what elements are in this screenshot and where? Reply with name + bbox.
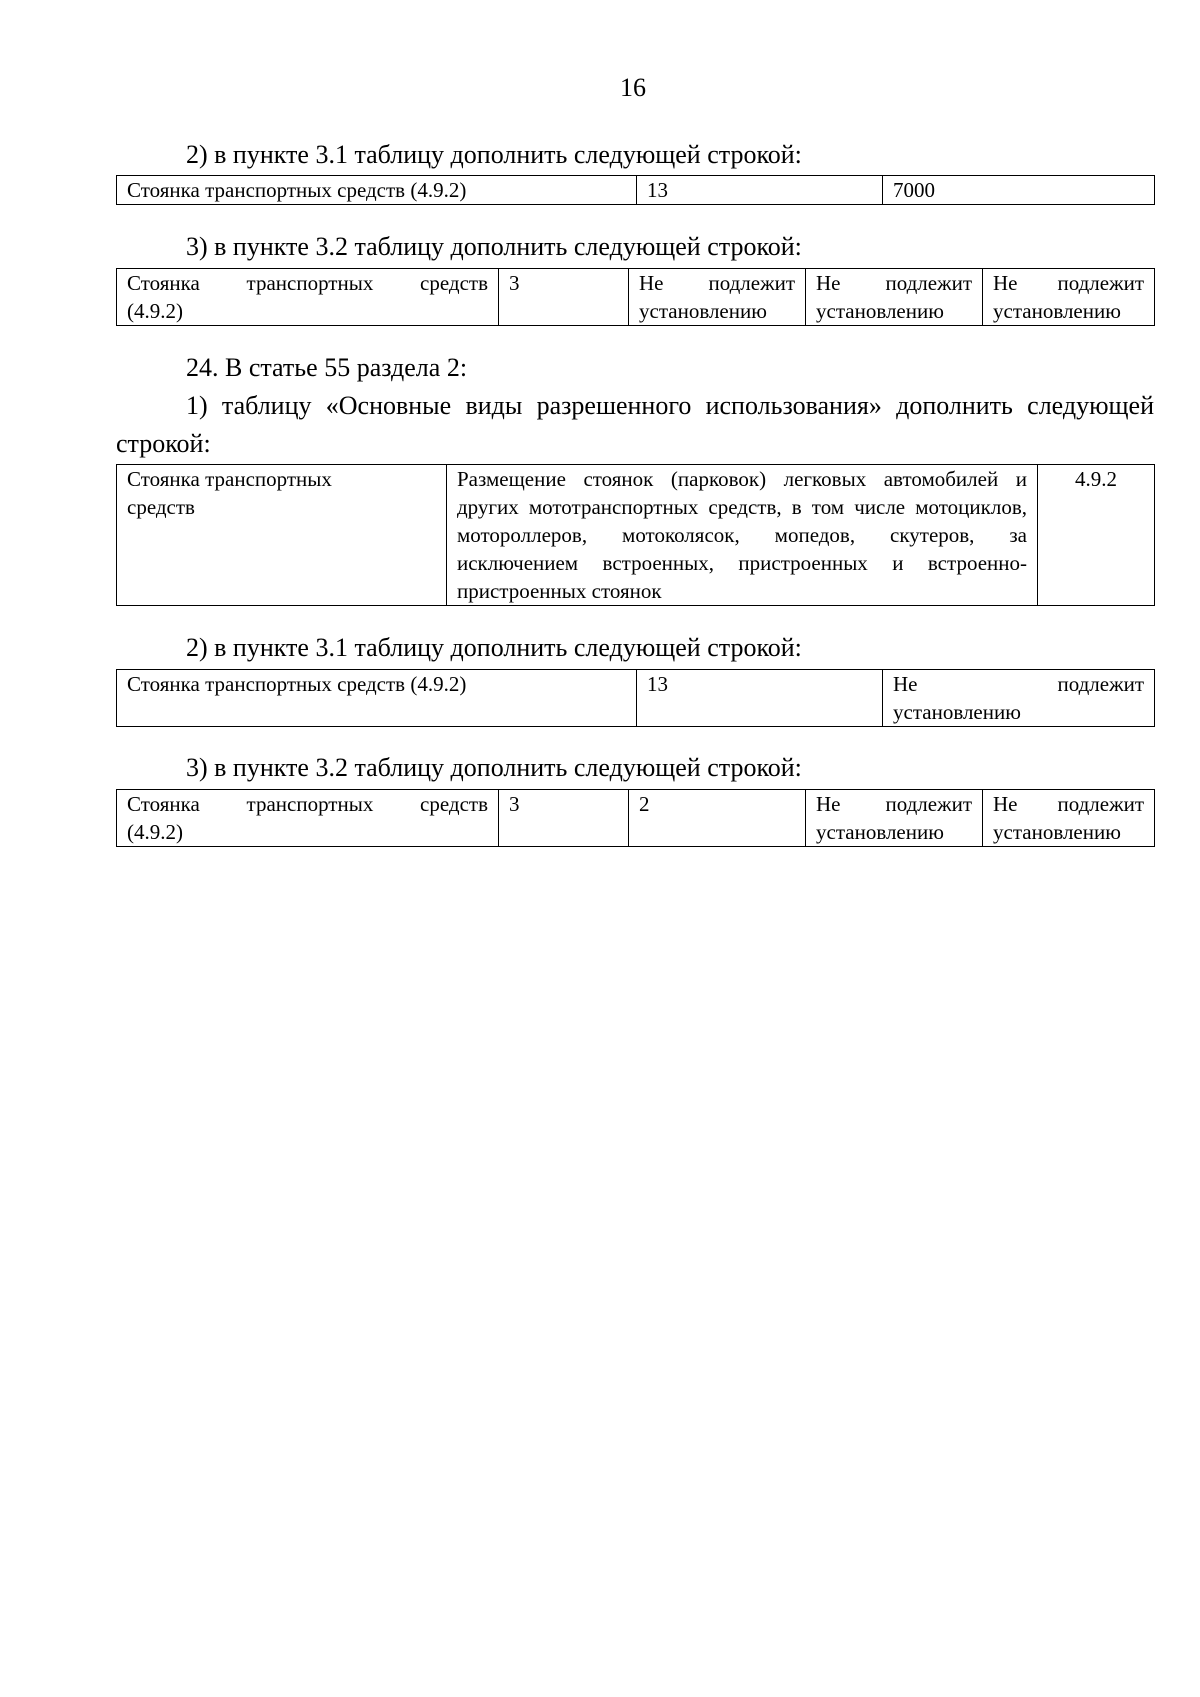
section-3-2-first: [116, 228, 1154, 266]
table-main-uses: [116, 464, 1154, 606]
table-3-2-first: [116, 268, 1154, 326]
table-row: [117, 269, 1155, 326]
table-cell-code: 4.9.2: [1038, 465, 1155, 606]
section-heading: 3) в пункте 3.2 таблицу дополнить следующей строкой:: [186, 753, 802, 782]
amendment-table: [116, 789, 1155, 847]
table-cell-value: 7000: [883, 176, 1155, 205]
table-cell-use-name: Стоянка транспортных средств (4.9.2): [117, 790, 499, 847]
table-row: [117, 790, 1155, 847]
amendment-table: [116, 669, 1155, 727]
table-row: [117, 176, 1155, 205]
page-number: 16: [620, 73, 646, 102]
table-cell-value: Не подлежит установлению: [883, 670, 1155, 727]
table-cell-use-name: Стоянка транспортных средств (4.9.2): [117, 269, 499, 326]
section-heading: 3) в пункте 3.2 таблицу дополнить следующей строкой:: [186, 232, 802, 261]
table-3-1-first: [116, 175, 1154, 205]
table-cell-value: 13: [637, 176, 883, 205]
table-cell-use-name: Стоянка транспортных средств: [117, 465, 447, 606]
table-cell-value: Не подлежит установлению: [983, 790, 1155, 847]
amendment-table: [116, 464, 1155, 606]
article-55-section: [116, 349, 1154, 463]
amendment-table: [116, 268, 1155, 326]
section-heading: 2) в пункте 3.1 таблицу дополнить следующей строкой:: [186, 633, 802, 662]
table-cell-value: Не подлежит установлению: [983, 269, 1155, 326]
table-cell-value: 2: [629, 790, 806, 847]
table-3-2-second: [116, 789, 1154, 847]
table-cell-value: 3: [499, 269, 629, 326]
table-cell-use-name: Стоянка транспортных средств (4.9.2): [117, 670, 637, 727]
amendment-table: [116, 175, 1155, 205]
table-cell-value: Не подлежит установлению: [629, 269, 806, 326]
section-3-2-second: [116, 749, 1154, 787]
table-cell-value: Не подлежит установлению: [806, 269, 983, 326]
article-intro: 1) таблицу «Основные виды разрешенного использования» дополнить следующей строкой:: [116, 391, 1154, 458]
table-row: [117, 465, 1155, 606]
table-cell-value: 13: [637, 670, 883, 727]
section-3-1-second: [116, 629, 1154, 667]
table-row: [117, 670, 1155, 727]
section-3-1-first: [116, 136, 1154, 174]
table-cell-description: Размещение стоянок (парковок) легковых автомобилей и других мототранспортных средств, в том числе мотоциклов, мотороллеров, мотоколясок, мопедов, скутеров, за исключением встроенных, пристроенных и встроенно-пристроенных стоянок: [447, 465, 1038, 606]
table-cell-use-name: Стоянка транспортных средств (4.9.2): [117, 176, 637, 205]
table-3-1-second: [116, 669, 1154, 727]
article-heading: 24. В статье 55 раздела 2:: [186, 353, 468, 382]
section-heading: 2) в пункте 3.1 таблицу дополнить следующей строкой:: [186, 140, 802, 169]
table-cell-value: Не подлежит установлению: [806, 790, 983, 847]
table-cell-value: 3: [499, 790, 629, 847]
